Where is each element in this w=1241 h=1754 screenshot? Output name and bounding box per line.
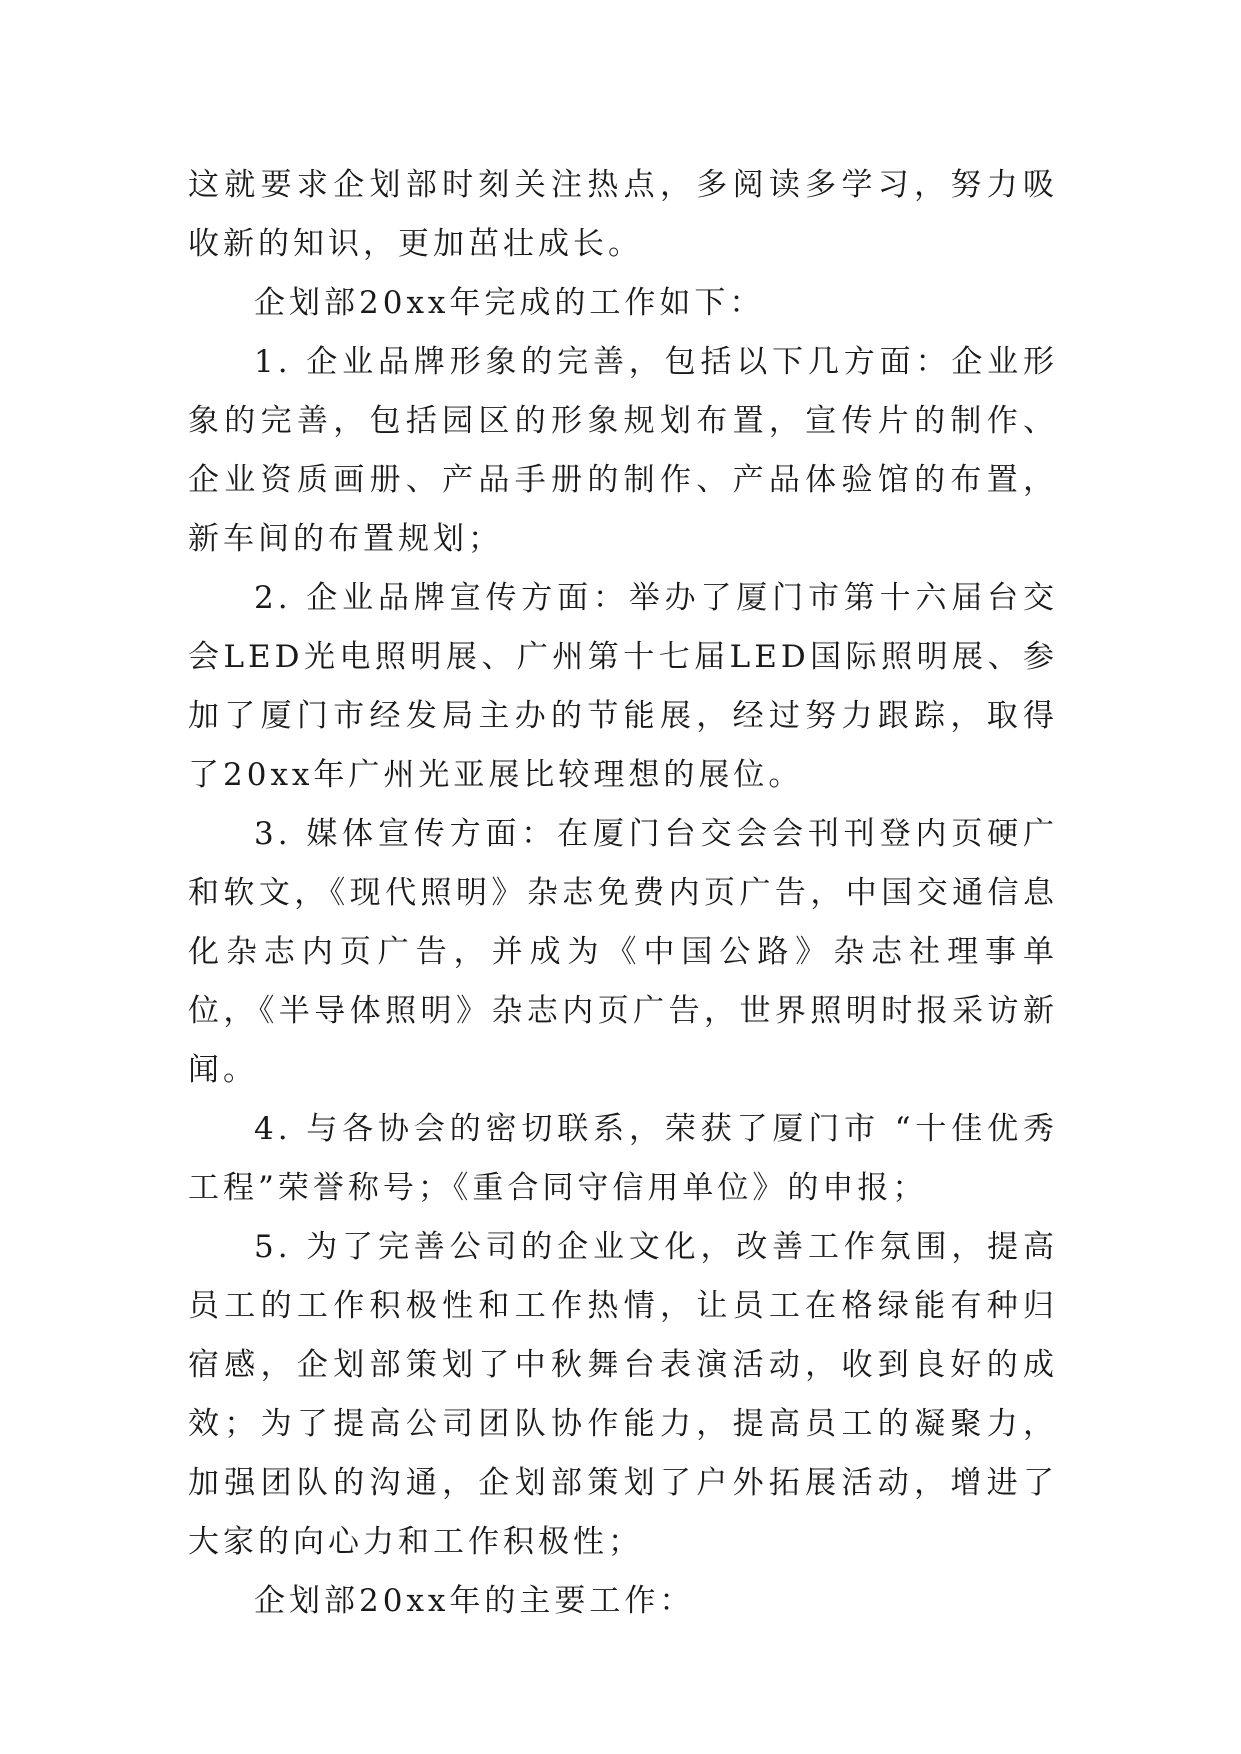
paragraph: 3. 媒体宣传方面：在厦门台交会会刊刊登内页硬广和软文，《现代照明》杂志免费内页广告，中国交通信息化杂志内页广告，并成为《中国公路》杂志社理事单位，《半导体照明》杂志内页广告，世界照明时报采访新闻。	[188, 816, 1058, 1088]
paragraph: 2. 企业品牌宣传方面：举办了厦门市第十六届台交会LED光电照明展、广州第十七届LED国际照明展、参加了厦门市经发局主办的节能展，经过努力跟踪，取得了20xx年广州光亚展比较理想的展位。	[188, 580, 1058, 793]
document-body	[188, 156, 1058, 1631]
paragraph: 企划部20xx年的主要工作：	[254, 1583, 695, 1619]
paragraph: 企划部20xx年完成的工作如下：	[254, 285, 765, 321]
paragraph: 4. 与各协会的密切联系，荣获了厦门市 “十佳优秀工程”荣誉称号；《重合同守信用单位》的申报；	[188, 1111, 1058, 1206]
paragraph: 5. 为了完善公司的企业文化，改善工作氛围，提高员工的工作积极性和工作热情，让员工在格绿能有种归宿感，企划部策划了中秋舞台表演活动，收到良好的成效；为了提高公司团队协作能力，提高员工的凝聚力，加强团队的沟通，企划部策划了户外拓展活动，增进了大家的向心力和工作积极性；	[188, 1229, 1058, 1560]
paragraph: 这就要求企划部时刻关注热点，多阅读多学习，努力吸收新的知识，更加茁壮成长。	[188, 167, 1058, 262]
paragraph: 1. 企业品牌形象的完善，包括以下几方面：企业形象的完善，包括园区的形象规划布置，宣传片的制作、企业资质画册、产品手册的制作、产品体验馆的布置，新车间的布置规划；	[188, 344, 1058, 557]
